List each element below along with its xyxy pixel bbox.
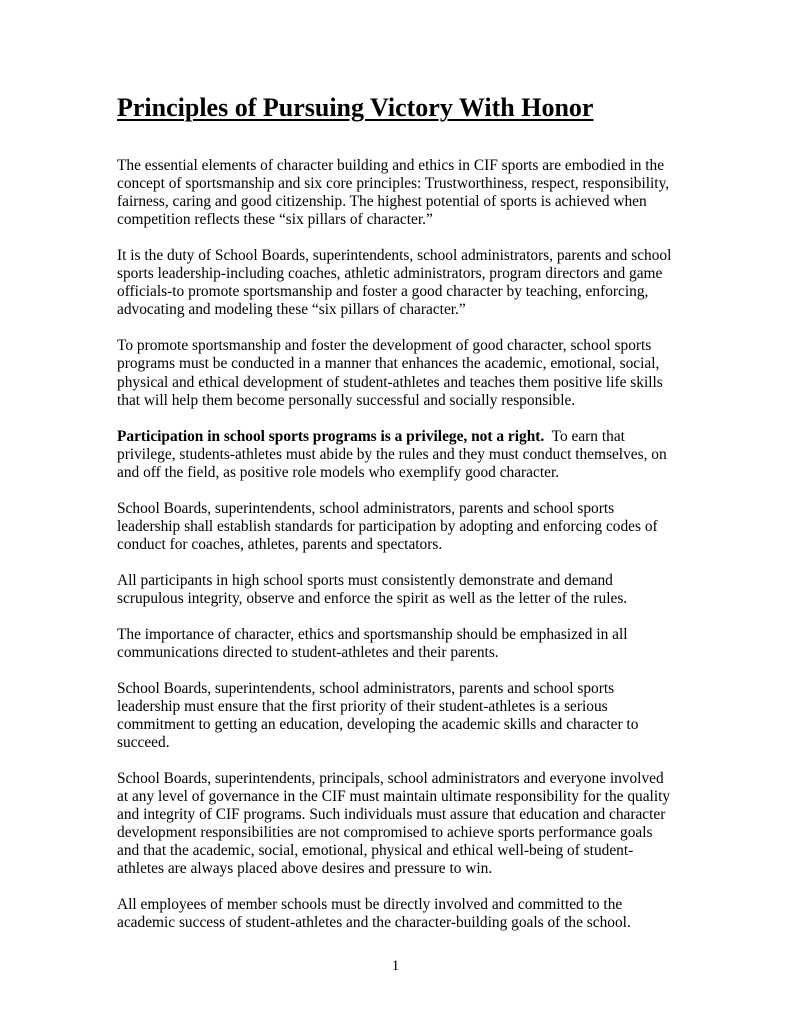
paragraph-text: To promote sportsmanship and foster the development of good character, school sports programs must be conducted in a manner that enhances the academic, emotional, social, physical and ethical development of student-athletes and teaches them positive life skills that will help them become personally successful and socially responsible. bbox=[117, 337, 663, 409]
paragraph-4 bbox=[117, 428, 677, 482]
paragraph-7 bbox=[117, 626, 677, 662]
paragraph-text: All employees of member schools must be directly involved and committed to the academic success of student-athletes and the character-building goals of the school. bbox=[117, 896, 631, 932]
document-title: Principles of Pursuing Victory With Honor bbox=[117, 93, 594, 122]
document-body bbox=[117, 157, 677, 950]
paragraph-1 bbox=[117, 157, 677, 229]
paragraph-text: School Boards, superintendents, principals, school administrators and everyone involved at any level of governance in the CIF must maintain ultimate responsibility for the quality and integrity of CIF programs. Such individuals must assure that education and character development responsibilities are not compromised to achieve sports performance goals and that the academic, social, emotional, physical and ethical well-being of student-athletes are always placed above desires and pressure to win. bbox=[117, 769, 671, 878]
paragraph-8 bbox=[117, 680, 677, 752]
paragraph-5 bbox=[117, 500, 677, 554]
paragraph-10 bbox=[117, 896, 677, 932]
paragraph-3 bbox=[117, 337, 677, 409]
paragraph-9 bbox=[117, 770, 677, 879]
paragraph-bold-lead: Participation in school sports programs is a privilege, not a right. bbox=[117, 427, 545, 445]
paragraph-text: To earn that privilege, students-athletes must abide by the rules and they must conduct themselves, on and off the field, as positive role models who exemplify good character. bbox=[117, 427, 671, 481]
paragraph-text: School Boards, superintendents, school administrators, parents and school sports leadership shall establish standards for participation by adopting and enforcing codes of conduct for coaches, athletes, parents and spectators. bbox=[117, 499, 658, 553]
paragraph-6 bbox=[117, 572, 677, 608]
paragraph-text: The importance of character, ethics and sportsmanship should be emphasized in all communications directed to student-athletes and their parents. bbox=[117, 625, 628, 661]
page-number: 1 bbox=[391, 958, 400, 974]
paragraph-text: School Boards, superintendents, school administrators, parents and school sports leadership must ensure that the first priority of their student-athletes is a serious commitment to getting an education, developing the academic skills and character to succeed. bbox=[117, 679, 639, 751]
paragraph-text: It is the duty of School Boards, superintendents, school administrators, parents and school sports leadership-including coaches, athletic administrators, program directors and game officials-to promote sportsmanship and foster a good character by teaching, enforcing, advocating and modeling these “six pillars of character.” bbox=[117, 247, 672, 319]
paragraph-2 bbox=[117, 247, 677, 319]
paragraph-text: All participants in high school sports must consistently demonstrate and demand scrupulous integrity, observe and enforce the spirit as well as the letter of the rules. bbox=[117, 571, 628, 607]
paragraph-text: The essential elements of character building and ethics in CIF sports are embodied in the concept of sportsmanship and six core principles: Trustworthiness, respect, responsibility, fairness, caring and good citizenship. The highest potential of sports is achieved when competition reflects these “six pillars of character.” bbox=[117, 157, 670, 229]
